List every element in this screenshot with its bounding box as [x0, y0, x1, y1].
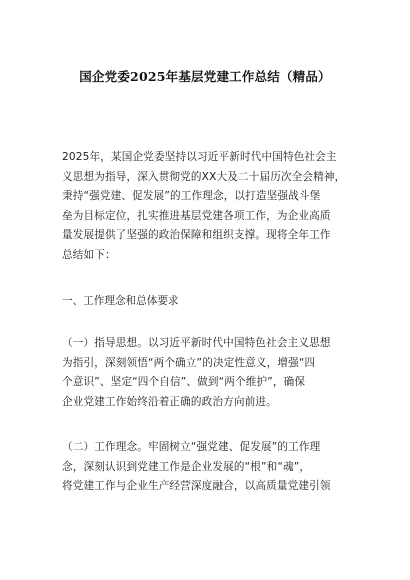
intro-line: 量发展提供了坚强的政治保障和组织支撑。现将全年工作 — [62, 229, 331, 241]
paragraph-line: 将党建工作与企业生产经营深度融合，以高质量党建引领 — [62, 480, 331, 492]
work-philosophy-paragraph — [62, 438, 352, 497]
paragraph-line: 企业党建工作始终沿着正确的政治方向前进。 — [62, 395, 277, 408]
document-title: 国企党委2025年基层党建工作总结（精品） — [79, 69, 331, 84]
intro-line: 总结如下： — [62, 248, 116, 261]
paragraph-line: （二）工作理念。牢固树立“强党建、促发展”的工作理 — [62, 441, 321, 453]
intro-paragraph — [62, 148, 352, 265]
intro-line: 秉持“强党建、促发展”的工作理念，以打造坚强战斗堡 — [62, 190, 321, 202]
paragraph-line: 为指引，深刻领悟“两个确立”的决定性意义，增强“四 — [62, 356, 316, 369]
paragraph-line: 念，深刻认识到党建工作是企业发展的“根”和“魂”， — [62, 460, 311, 473]
intro-line: 2025年，某国企党委坚持以习近平新时代中国特色社会主 — [62, 151, 337, 163]
paragraph-line: 个意识”、坚定“四个自信”、做到“两个维护”，确保 — [62, 376, 306, 388]
section-heading: 一、工作理念和总体要求 — [62, 295, 179, 307]
paragraph-line: （一）指导思想。以习近平新时代中国特色社会主义思想 — [62, 337, 331, 349]
intro-line: 义思想为指导，深入贯彻党的XX大及二十届历次全会精神， — [62, 170, 346, 183]
intro-line: 垒为目标定位，扎实推进基层党建各项工作，为企业高质 — [62, 209, 331, 222]
guiding-thought-paragraph — [62, 334, 352, 412]
